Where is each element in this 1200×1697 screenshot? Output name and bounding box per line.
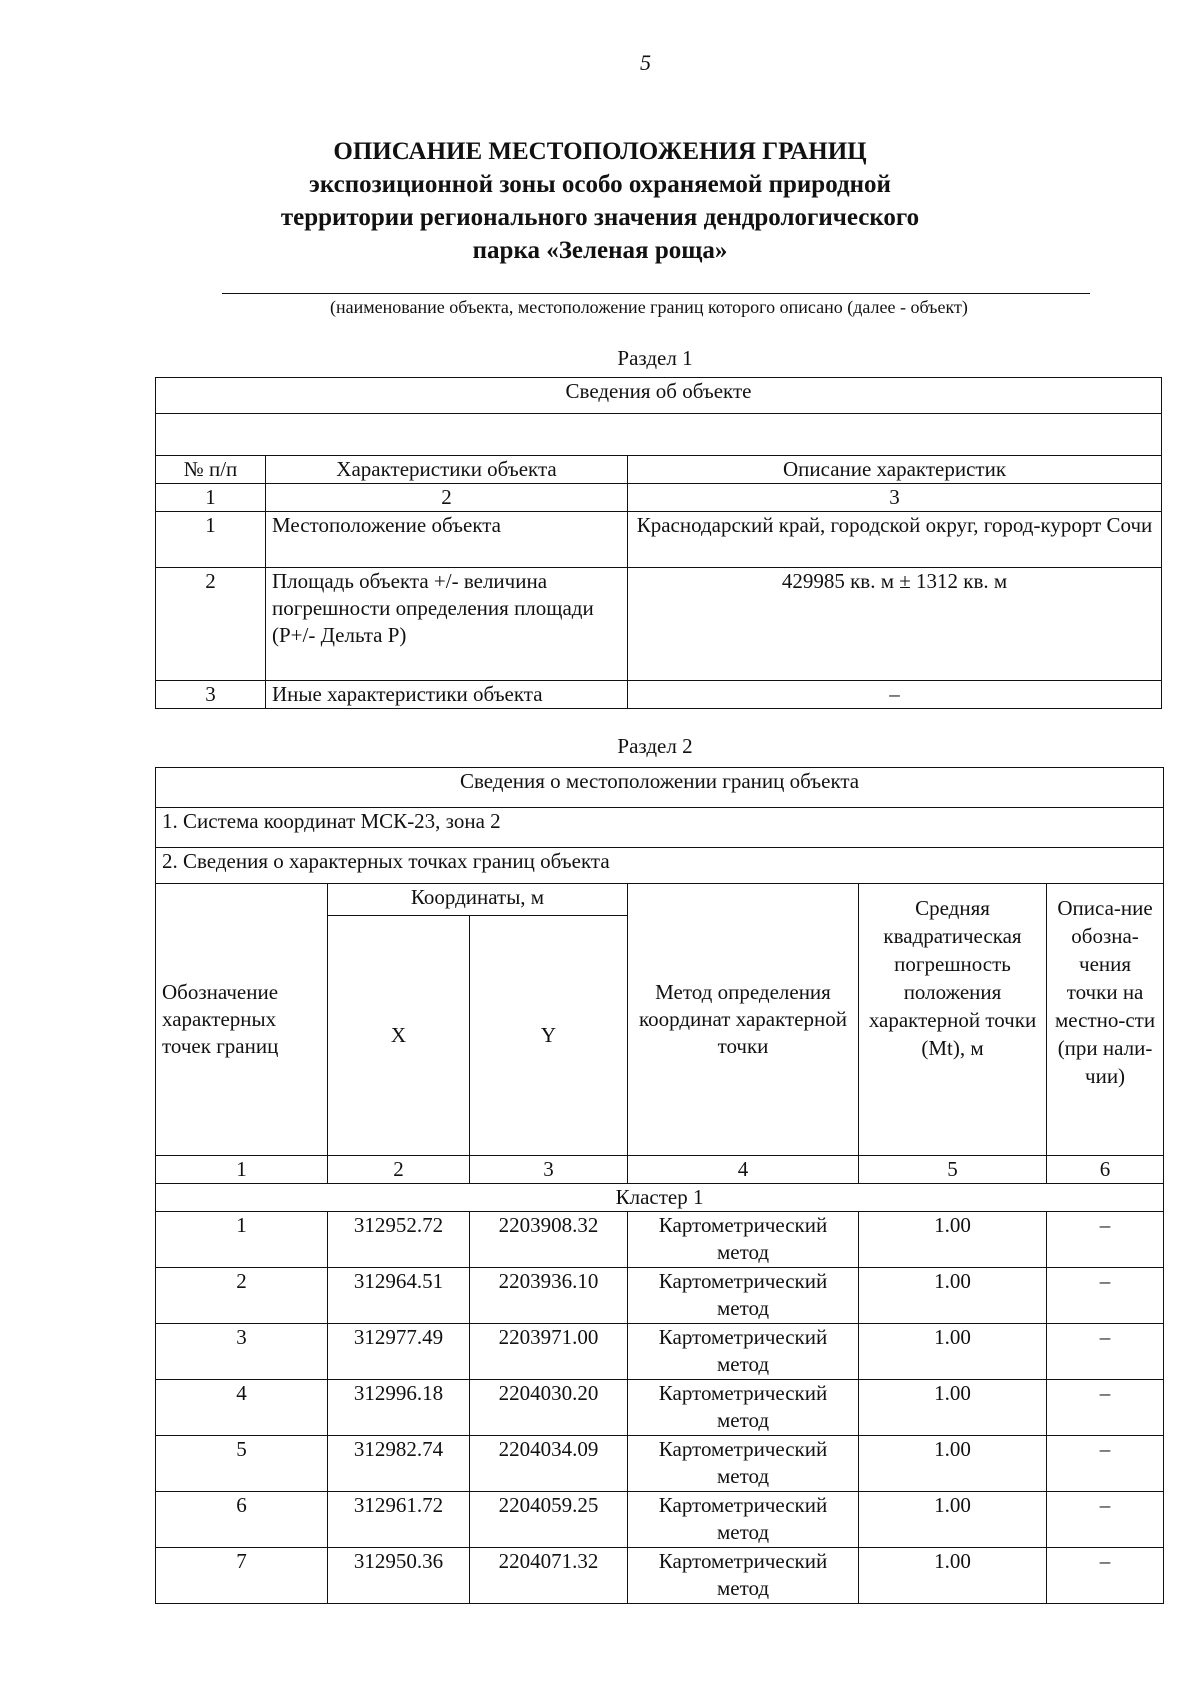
header-y: Y (470, 916, 628, 1156)
col-number: 1 (156, 484, 266, 512)
point-description: – (1047, 1548, 1164, 1604)
name-underline (222, 293, 1090, 294)
point-x: 312964.51 (328, 1268, 470, 1324)
section2-heading: Сведения о местоположении границ объекта (156, 768, 1164, 808)
col-header-characteristic: Характеристики объекта (266, 456, 628, 484)
row-description: 429985 кв. м ± 1312 кв. м (628, 568, 1162, 681)
point-method: Картометрический метод (628, 1212, 859, 1268)
col-number: 1 (156, 1156, 328, 1184)
point-method: Картометрический метод (628, 1436, 859, 1492)
point-y: 2204059.25 (470, 1492, 628, 1548)
point-error: 1.00 (859, 1212, 1047, 1268)
object-info-table (155, 377, 1162, 709)
point-error: 1.00 (859, 1492, 1047, 1548)
point-y: 2204030.20 (470, 1380, 628, 1436)
header-designation: Обозначение характерных точек границ (156, 884, 328, 1156)
point-y: 2203908.32 (470, 1212, 628, 1268)
cluster-heading: Кластер 1 (156, 1184, 1164, 1212)
col-number: 3 (628, 484, 1162, 512)
col-number: 2 (328, 1156, 470, 1184)
point-error: 1.00 (859, 1268, 1047, 1324)
point-error: 1.00 (859, 1324, 1047, 1380)
col-number: 2 (266, 484, 628, 512)
header-coords: Координаты, м (328, 884, 628, 916)
point-description: – (1047, 1380, 1164, 1436)
header-x: X (328, 916, 470, 1156)
point-number: 3 (156, 1324, 328, 1380)
title-line-4: парка «Зеленая роща» (472, 237, 728, 264)
point-number: 2 (156, 1268, 328, 1324)
col-number: 6 (1047, 1156, 1164, 1184)
col-number: 5 (859, 1156, 1047, 1184)
point-description: – (1047, 1212, 1164, 1268)
point-number: 6 (156, 1492, 328, 1548)
point-x: 312950.36 (328, 1548, 470, 1604)
point-description: – (1047, 1324, 1164, 1380)
row-characteristic: Местоположение объекта (266, 512, 628, 568)
coord-system: 1. Система координат МСК-23, зона 2 (156, 808, 1164, 848)
point-method: Картометрический метод (628, 1324, 859, 1380)
point-description: – (1047, 1436, 1164, 1492)
point-error: 1.00 (859, 1436, 1047, 1492)
header-method: Метод определения координат характерной точки (628, 884, 859, 1156)
empty-row (156, 414, 1162, 456)
point-method: Картометрический метод (628, 1548, 859, 1604)
points-heading: 2. Сведения о характерных точках границ объекта (156, 848, 1164, 884)
col-header-description: Описание характеристик (628, 456, 1162, 484)
row-characteristic: Площадь объекта +/- величина погрешности определения площади (Р+/- Дельта Р) (266, 568, 628, 681)
title-line-3: территории регионального значения дендрологического (280, 204, 920, 231)
point-y: 2204034.09 (470, 1436, 628, 1492)
col-number: 3 (470, 1156, 628, 1184)
document-title (150, 135, 1050, 267)
point-method: Картометрический метод (628, 1492, 859, 1548)
point-method: Картометрический метод (628, 1380, 859, 1436)
name-caption: (наименование объекта, местоположение границ которого описано (далее - объект) (330, 297, 968, 317)
point-x: 312982.74 (328, 1436, 470, 1492)
point-y: 2204071.32 (470, 1548, 628, 1604)
col-header-number: № п/п (156, 456, 266, 484)
row-number: 1 (156, 512, 266, 568)
row-description: Краснодарский край, городской округ, город-курорт Сочи (628, 512, 1162, 568)
point-error: 1.00 (859, 1548, 1047, 1604)
section1-label: Раздел 1 (617, 346, 693, 370)
title-line-1: ОПИСАНИЕ МЕСТОПОЛОЖЕНИЯ ГРАНИЦ (333, 138, 867, 165)
header-error: Средняя квадратическая погрешность положения характерной точки (Mt), м (859, 884, 1047, 1156)
point-number: 5 (156, 1436, 328, 1492)
boundary-points-table (155, 767, 1164, 1604)
point-description: – (1047, 1268, 1164, 1324)
title-line-2: экспозиционной зоны особо охраняемой природной (309, 171, 891, 198)
row-number: 2 (156, 568, 266, 681)
point-number: 4 (156, 1380, 328, 1436)
point-description: – (1047, 1492, 1164, 1548)
col-number: 4 (628, 1156, 859, 1184)
row-description: – (628, 681, 1162, 709)
point-y: 2203936.10 (470, 1268, 628, 1324)
section1-heading: Сведения об объекте (156, 378, 1162, 414)
section2-label: Раздел 2 (617, 734, 693, 758)
point-y: 2203971.00 (470, 1324, 628, 1380)
point-x: 312961.72 (328, 1492, 470, 1548)
page-number: 5 (640, 50, 651, 75)
point-x: 312996.18 (328, 1380, 470, 1436)
row-number: 3 (156, 681, 266, 709)
point-x: 312977.49 (328, 1324, 470, 1380)
point-number: 7 (156, 1548, 328, 1604)
row-characteristic: Иные характеристики объекта (266, 681, 628, 709)
point-method: Картометрический метод (628, 1268, 859, 1324)
header-description: Описа-ние обозна-чения точки на местно-сти (при нали-чии) (1047, 884, 1164, 1156)
point-error: 1.00 (859, 1380, 1047, 1436)
point-number: 1 (156, 1212, 328, 1268)
point-x: 312952.72 (328, 1212, 470, 1268)
